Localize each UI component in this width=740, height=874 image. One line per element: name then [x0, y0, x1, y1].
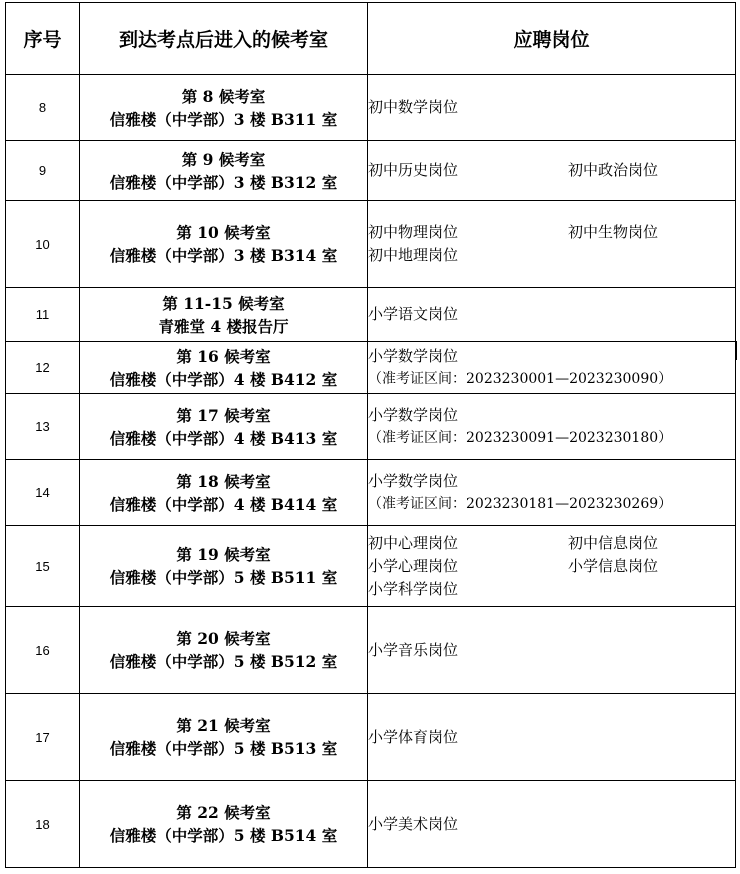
positions-cell	[368, 288, 736, 342]
position-line	[368, 159, 735, 182]
header-num: 序号	[6, 3, 80, 75]
position-line	[368, 345, 735, 368]
room-name: 第 17 候考室	[176, 405, 271, 425]
room-location: 信雅楼（中学部）4 楼 B412 室	[109, 369, 338, 389]
room-location: 青雅堂 4 楼报告厅	[158, 316, 289, 336]
position-item: 初中物理岗位	[368, 223, 459, 241]
table-row	[6, 694, 736, 781]
waiting-room-cell	[80, 394, 368, 460]
room-name: 第 9 候考室	[181, 149, 266, 169]
position-item: 小学科学岗位	[368, 579, 459, 598]
table-row	[6, 141, 736, 201]
position-item: 小学数学岗位	[368, 405, 459, 424]
waiting-room-cell	[80, 694, 368, 781]
position-item: 小学语文岗位	[368, 305, 459, 323]
position-item: 初中生物岗位	[568, 223, 659, 241]
position-line	[368, 470, 735, 493]
row-number: 10	[6, 201, 80, 288]
position-line	[368, 555, 735, 578]
table-row	[6, 607, 736, 694]
position-item: 小学美术岗位	[368, 814, 459, 833]
room-name: 第 19 候考室	[176, 545, 271, 564]
position-line	[368, 404, 735, 427]
room-name: 第 11-15 候考室	[162, 293, 285, 313]
positions-cell	[368, 201, 736, 288]
table-row	[6, 201, 736, 288]
room-name: 第 10 候考室	[176, 223, 271, 242]
cursor-mark	[735, 341, 737, 360]
row-number: 17	[6, 694, 80, 781]
room-location: 信雅楼（中学部）3 楼 B314 室	[109, 246, 338, 265]
row-number: 15	[6, 526, 80, 607]
table-header-row	[6, 3, 736, 75]
position-line	[368, 303, 735, 326]
positions-cell	[368, 781, 736, 868]
positions-cell	[368, 526, 736, 607]
room-location: 信雅楼（中学部）5 楼 B511 室	[109, 568, 338, 587]
room-location: 信雅楼（中学部）5 楼 B514 室	[109, 826, 338, 845]
position-line	[368, 244, 735, 267]
row-number: 9	[6, 141, 80, 201]
header-room: 到达考点后进入的候考室	[80, 3, 368, 75]
position-item: 初中数学岗位	[368, 98, 459, 116]
room-location: 信雅楼（中学部）3 楼 B312 室	[109, 172, 338, 192]
waiting-room-cell	[80, 141, 368, 201]
position-line	[368, 639, 735, 662]
room-name: 第 20 候考室	[176, 629, 271, 648]
waiting-room-cell	[80, 781, 368, 868]
positions-cell	[368, 394, 736, 460]
row-number: 18	[6, 781, 80, 868]
room-location: 信雅楼（中学部）5 楼 B512 室	[109, 652, 338, 671]
row-number: 12	[6, 342, 80, 394]
position-line	[368, 221, 735, 244]
room-name: 第 18 候考室	[176, 471, 271, 491]
table-row	[6, 342, 736, 394]
waiting-room-cell	[80, 342, 368, 394]
position-item: 小学体育岗位	[368, 727, 459, 746]
waiting-room-cell	[80, 75, 368, 141]
position-item: 小学心理岗位	[368, 556, 459, 575]
table-row	[6, 288, 736, 342]
waiting-room-cell	[80, 526, 368, 607]
waiting-room-cell	[80, 460, 368, 526]
row-number: 11	[6, 288, 80, 342]
position-line	[368, 578, 735, 601]
room-name: 第 8 候考室	[181, 86, 266, 106]
room-name: 第 16 候考室	[176, 346, 271, 366]
position-item: 初中历史岗位	[368, 161, 459, 179]
position-line	[368, 726, 735, 749]
position-line	[368, 532, 735, 555]
room-name: 第 22 候考室	[176, 803, 271, 822]
room-name: 第 21 候考室	[176, 716, 271, 735]
position-item: 小学音乐岗位	[368, 640, 459, 659]
row-number: 16	[6, 607, 80, 694]
header-position: 应聘岗位	[368, 3, 736, 75]
room-location: 信雅楼（中学部）4 楼 B413 室	[109, 428, 338, 448]
table-row	[6, 460, 736, 526]
exam-waiting-room-table	[5, 2, 736, 868]
waiting-room-cell	[80, 607, 368, 694]
positions-cell	[368, 342, 736, 394]
room-location: 信雅楼（中学部）3 楼 B311 室	[109, 109, 338, 129]
room-location: 信雅楼（中学部）5 楼 B513 室	[109, 739, 338, 758]
position-item: 小学数学岗位	[368, 471, 459, 490]
table-row	[6, 75, 736, 141]
waiting-room-cell	[80, 201, 368, 288]
ticket-range-note: （准考证区间：2023230001—2023230090）	[368, 370, 673, 387]
positions-cell	[368, 694, 736, 781]
position-line	[368, 96, 735, 119]
table-row	[6, 394, 736, 460]
ticket-range-note: （准考证区间：2023230091—2023230180）	[368, 429, 673, 446]
row-number: 13	[6, 394, 80, 460]
position-item: 初中信息岗位	[568, 533, 659, 552]
positions-cell	[368, 607, 736, 694]
positions-cell	[368, 75, 736, 141]
positions-cell	[368, 141, 736, 201]
ticket-range-note: （准考证区间：2023230181—2023230269）	[368, 495, 673, 512]
position-item: 初中心理岗位	[368, 533, 459, 552]
room-location: 信雅楼（中学部）4 楼 B414 室	[109, 494, 338, 514]
table-body	[6, 75, 736, 868]
row-number: 8	[6, 75, 80, 141]
row-number: 14	[6, 460, 80, 526]
position-line	[368, 813, 735, 836]
positions-cell	[368, 460, 736, 526]
table-row	[6, 781, 736, 868]
position-item: 小学数学岗位	[368, 346, 459, 365]
position-item: 初中政治岗位	[568, 161, 659, 179]
table-row	[6, 526, 736, 607]
position-item: 小学信息岗位	[568, 556, 659, 575]
waiting-room-cell	[80, 288, 368, 342]
position-item: 初中地理岗位	[368, 246, 459, 264]
